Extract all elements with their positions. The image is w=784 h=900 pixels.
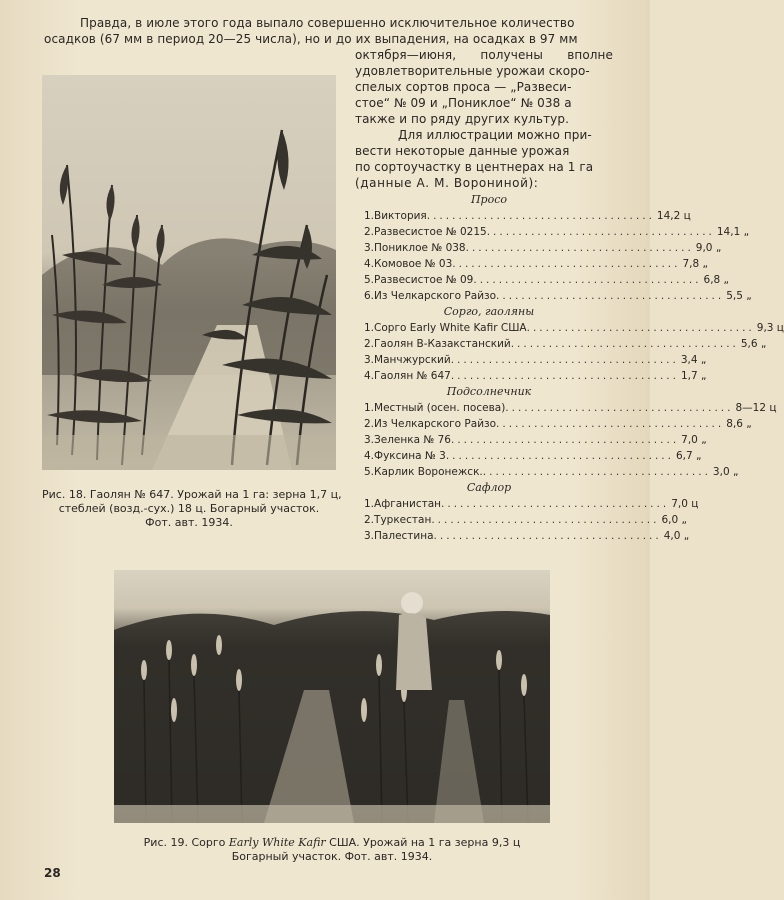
table-row: 3. Пониклое № 038 .................................... 9,0 „ (364, 242, 722, 254)
figure-19-caption-line: Рис. 19. Сорго Early White Kafir США. Урожай на 1 га зерна 9,3 ц (143, 836, 521, 849)
intro-line: стое“ № 09 и „Пониклое“ № 038 а (355, 96, 572, 110)
intro-line: также и по ряду других культур. (355, 112, 570, 126)
intro-line: удовлетворительные урожаи скоро- (355, 64, 590, 78)
intro-line: Для иллюстрации можно при- (398, 128, 592, 142)
table-row: 4. Фуксина № 3 .................................... 6,7 „ (364, 450, 702, 462)
table-title-sorgo: Сорго, гаоляны (443, 305, 535, 318)
table-row: 3. Зеленка № 76 .................................... 7,0 „ (364, 434, 707, 446)
table-row: 2. Туркестан .................................... 6,0 „ (364, 514, 687, 526)
table-title-podsolnechnik: Подсолнечник (446, 385, 532, 398)
table-row: 1. Сорго Early White Kafir США .................................... 9,3 ц (364, 322, 784, 334)
table-row: 1. Афганистан .................................... 7,0 ц (364, 498, 699, 510)
intro-line: по сортоучастку в центнерах на 1 га (355, 160, 594, 174)
intro-line: Правда, в июле этого года выпало совершенно исключительное количество (80, 16, 575, 30)
intro-line: (данные А. М. Ворониной): (355, 176, 539, 190)
table-row: 2. Из Челкарского Райзо .................................... 8,6 „ (364, 418, 752, 430)
table-row: 2. Гаолян В-Казакстанский .................................... 5,6 „ (364, 338, 767, 350)
figure-18-caption-line: Рис. 18. Гаолян № 647. Урожай на 1 га: зерна 1,7 ц, (42, 488, 342, 501)
intro-line: вести некоторые данные урожая (355, 144, 570, 158)
table-row: 1. Виктория .................................... 14,2 ц (364, 210, 691, 222)
table-row: 4. Гаолян № 647 .................................... 1,7 „ (364, 370, 707, 382)
table-title-proso: Просо (470, 193, 508, 206)
table-row: 1. Местный (осен. посева) .................................... 8—12 ц (364, 402, 777, 414)
table-row: 5. Карлик Воронежск. .................................... 3,0 „ (364, 466, 739, 478)
table-row: 5. Развесистое № 09 .................................... 6,8 „ (364, 274, 729, 286)
intro-line: осадков (67 мм в период 20—25 числа), но и до их выпадения, на осадках в 97 мм (44, 32, 578, 46)
table-title-saflor: Сафлор (466, 481, 512, 494)
figure-18-photo (42, 75, 336, 470)
figure-19-photo (114, 570, 550, 823)
figure-18-caption-line: стеблей (возд.-сух.) 18 ц. Богарный участок. (58, 502, 320, 515)
figure-18-caption-line: Фот. авт. 1934. (145, 516, 233, 529)
table-row: 6. Из Челкарского Райзо .................................... 5,5 „ (364, 290, 752, 302)
table-row: 3. Манчжурский .................................... 3,4 „ (364, 354, 707, 366)
page-number: 28 (44, 866, 61, 880)
intro-line: октября—июня, получены вполне (355, 48, 613, 62)
table-row: 2. Развесистое № 0215 .................................... 14,1 „ (364, 226, 750, 238)
table-row: 4. Комовое № 03 .................................... 7,8 „ (364, 258, 708, 270)
table-row: 3. Палестина .................................... 4,0 „ (364, 530, 690, 542)
figure-19-caption-line: Богарный участок. Фот. авт. 1934. (231, 850, 433, 863)
intro-line: спелых сортов проса — „Развеси- (355, 80, 572, 94)
